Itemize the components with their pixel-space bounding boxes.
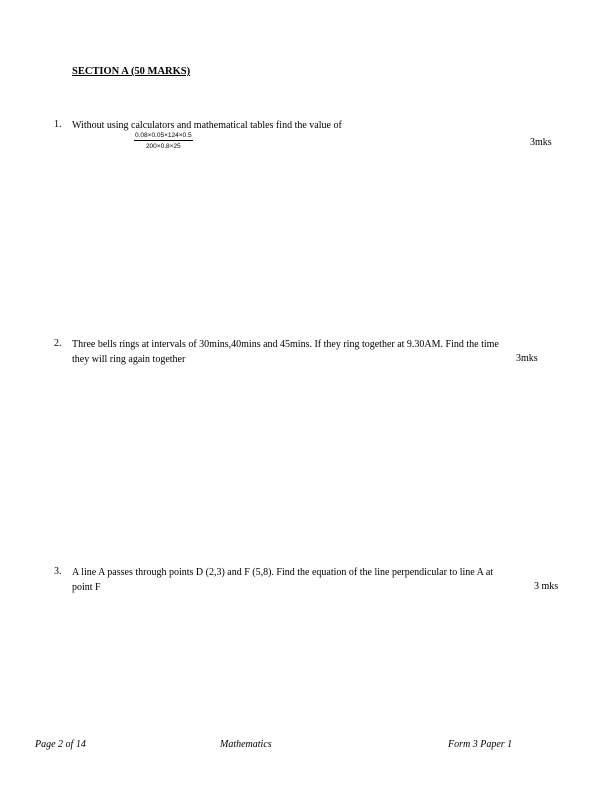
- question-text-line-1: A line A passes through points D (2,3) and F (5,8). Find the equation of the line perpendicular to line A at: [72, 567, 494, 578]
- section-title: SECTION A (50 MARKS): [72, 66, 191, 77]
- footer-subject: Mathematics: [220, 739, 272, 750]
- question-text-line-2: point F: [72, 582, 101, 593]
- question-text-line-2: they will ring again together: [72, 354, 186, 365]
- fraction-numerator: 0.08×0.05×124×0.5: [135, 132, 192, 139]
- fraction-denominator: 200×0.8×25: [145, 143, 181, 150]
- fraction-expression: [134, 132, 193, 150]
- question-text: Without using calculators and mathematical tables find the value of: [72, 120, 342, 131]
- question-marks: 3 mks: [534, 581, 559, 592]
- question-text-line-1: Three bells rings at intervals of 30mins,40mins and 45mins. If they ring together at 9.30AM. Find the time: [72, 339, 499, 350]
- question-number: 1.: [54, 119, 62, 130]
- footer-paper: Form 3 Paper 1: [448, 739, 513, 750]
- question-marks: 3mks: [530, 137, 552, 148]
- question-marks: 3mks: [516, 353, 538, 364]
- question-number: 2.: [54, 338, 62, 349]
- question-number: 3.: [54, 566, 62, 577]
- footer-page-number: Page 2 of 14: [35, 739, 86, 750]
